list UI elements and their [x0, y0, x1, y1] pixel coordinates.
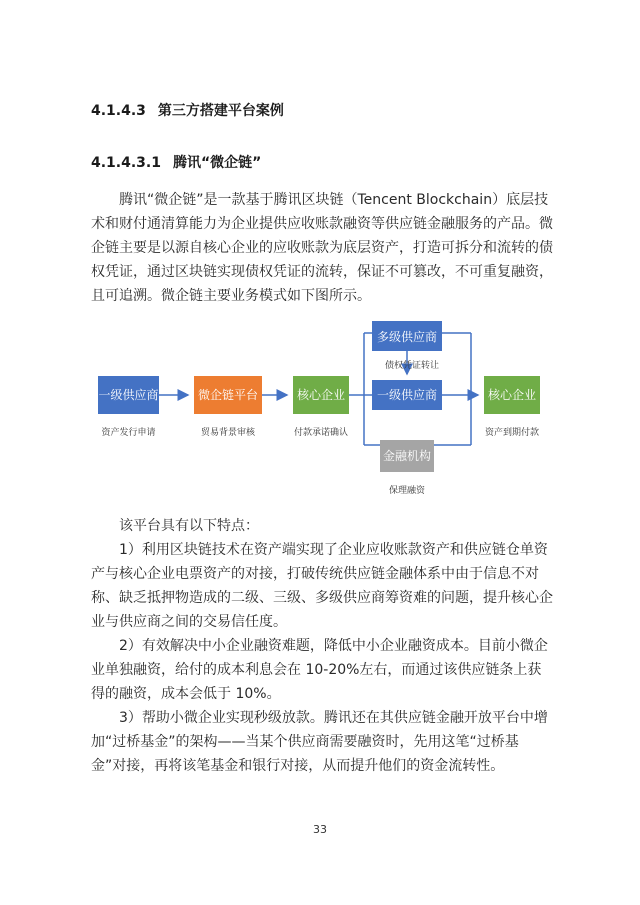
node-core1-label: 核心企业 [296, 388, 346, 402]
node-supplier1-label: 一级供应商 [98, 388, 159, 402]
section-number: 4.1.4.3 [91, 103, 146, 119]
node-supplier1b [372, 380, 442, 410]
node-supplier1b-label: 一级供应商 [376, 388, 438, 402]
node-core1 [293, 376, 349, 414]
intro-paragraph: 腾讯“微企链”是一款基于腾讯区块链（Tencent Blockchain）底层技术和财付通清算能力为企业提供应收账款融资等供应链金融服务的产品。微企链主要是以源自核心企业的应收账款为底层资产，打造可拆分和流转的债权凭证，通过区块链实现债权凭证的流转，保证不可篡改，不可重复融资，且可追溯。微企链主要业务模式如下图所示。 [91, 192, 553, 304]
section-title: 第三方搭建平台案例 [157, 103, 284, 119]
page-number: 33 [313, 823, 327, 836]
section-heading [91, 100, 284, 120]
subsection-number: 4.1.4.3.1 [91, 155, 161, 171]
caption-factoring: 保理融资 [388, 486, 426, 496]
subsection-heading [91, 152, 261, 172]
caption-credit-transfer: 债权凭证转让 [384, 361, 440, 371]
node-finance-label: 金融机构 [382, 449, 432, 463]
caption-trade-review: 贸易背景审核 [200, 428, 256, 438]
caption-asset-apply: 资产发行申请 [101, 428, 156, 438]
features-intro: 该平台具有以下特点： [119, 518, 259, 534]
node-core2 [484, 376, 540, 414]
node-core2-label: 核心企业 [487, 388, 537, 402]
node-platform [194, 376, 262, 414]
node-supplier1 [98, 376, 159, 414]
feature-3: 3）帮助小微企业实现秒级放款。腾讯还在其供应链金融开放平台中增加“过桥基金”的架构——当某个供应商需要融资时，先用这笔“过桥基金”对接，再将该笔基金和银行对接，从而提升他们的资金流转性。 [91, 710, 548, 774]
feature-2: 2）有效解决中小企业融资难题，降低中小企业融资成本。目前小微企业单独融资，给付的成本利息会在 10-20%左右，而通过该供应链条上获得的融资，成本会低于 10%。 [91, 638, 548, 702]
node-multi-supplier [372, 321, 442, 351]
caption-due-payment: 资产到期付款 [484, 428, 540, 438]
feature-1: 1）利用区块链技术在资产端实现了企业应收账款资产和供应链仓单资产与核心企业电票资产的对接，打破传统供应链金融体系中由于信息不对称、缺乏抵押物造成的二级、三级、多级供应商筹资难的问题，提升核心企业与供应商之间的交易信任度。 [91, 542, 553, 630]
subsection-title: 腾讯“微企链” [172, 155, 262, 171]
node-platform-label: 微企链平台 [197, 388, 259, 402]
caption-payment-confirm: 付款承诺确认 [293, 428, 349, 438]
node-finance [380, 440, 434, 472]
business-model-diagram [88, 318, 548, 500]
node-multi-label: 多级供应商 [376, 330, 438, 344]
